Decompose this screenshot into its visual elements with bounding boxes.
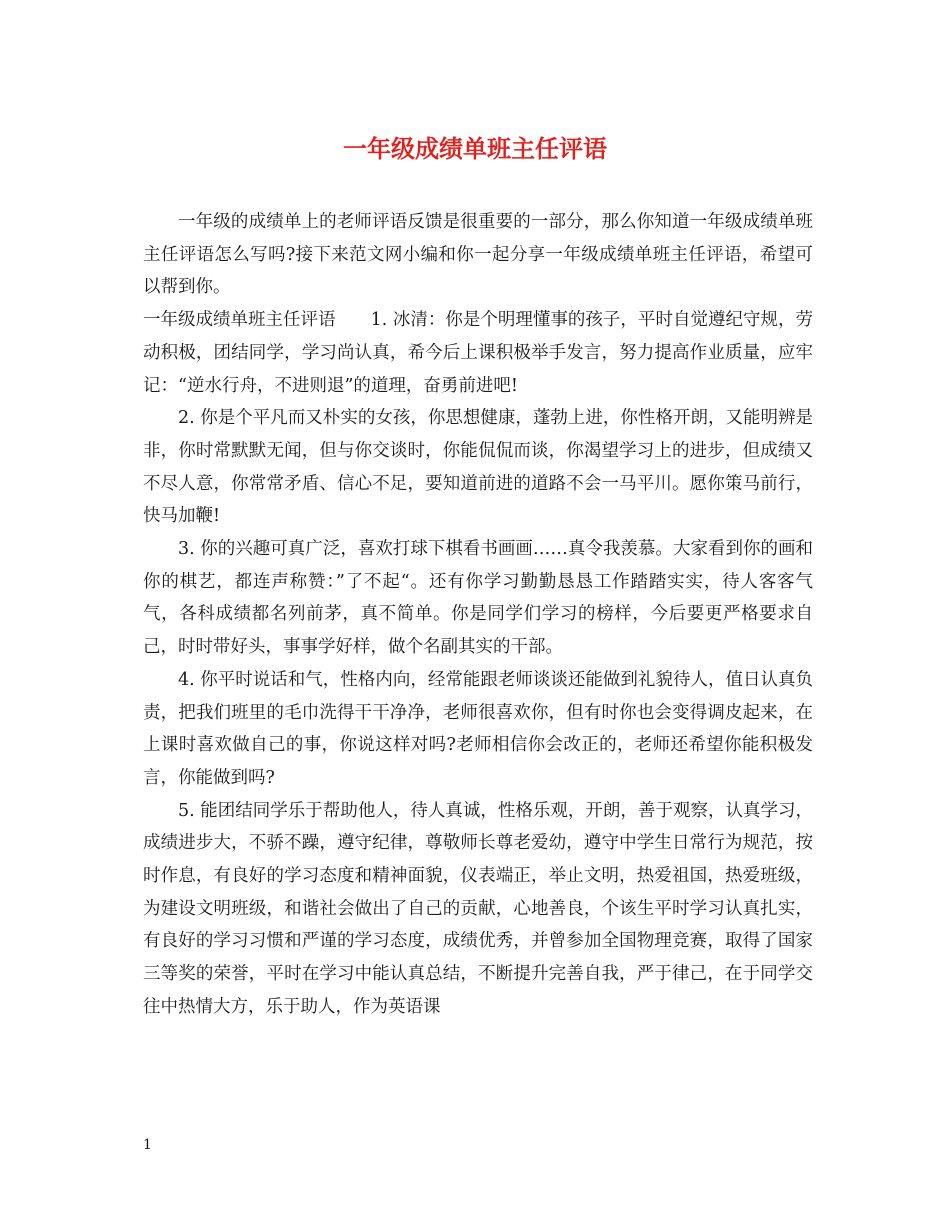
paragraph-comment-1: 一年级成绩单班主任评语 1. 冰清：你是个明理懂事的孩子，平时自觉遵纪守规，劳动积极，团结同学，学习尚认真，希今后上课积极举手发言，努力提高作业质量，应牢记：“逆水行舟，不进则退”的道理，奋勇前进吧! (143, 310, 813, 396)
document-body (143, 206, 813, 1024)
paragraph-comment-2: 2. 你是个平凡而又朴实的女孩，你思想健康，蓬勃上进，你性格开朗，又能明辨是非，你时常默默无闻，但与你交谈时，你能侃侃而谈，你渴望学习上的进步，但成绩又不尽人意，你常常矛盾、信心不足，要知道前进的道路不会一马平川。愿你策马前行，快马加鞭! (143, 408, 813, 527)
paragraph-comment-4: 4. 你平时说话和气，性格内向，经常能跟老师谈谈还能做到礼貌待人，值日认真负责，把我们班里的毛巾洗得干干净净，老师很喜欢你，但有时你也会变得调皮起来，在上课时喜欢做自己的事，你说这样对吗?老师相信你会改正的，老师还希望你能积极发言，你能做到吗? (143, 669, 813, 788)
page-number: 1 (143, 1137, 152, 1153)
document-title: 一年级成绩单班主任评语 (343, 135, 607, 163)
paragraph-comment-3: 3. 你的兴趣可真广泛，喜欢打球下棋看书画画……真令我羡慕。大家看到你的画和你的棋艺，都连声称赞：”了不起“。还有你学习勤勤恳恳工作踏踏实实，待人客客气气，各科成绩都名列前茅，真不简单。你是同学们学习的榜样，今后要更严格要求自己，时时带好头，事事学好样，做个名副其实的干部。 (143, 539, 813, 658)
paragraph-comment-5: 5. 能团结同学乐于帮助他人，待人真诚，性格乐观，开朗，善于观察，认真学习，成绩进步大，不骄不躁，遵守纪律，尊敬师长尊老爱幼，遵守中学生日常行为规范，按时作息，有良好的学习态度和精神面貌，仪表端正，举止文明，热爱祖国，热爱班级，为建设文明班级，和谐社会做出了自己的贡献，心地善良，个该生平时学习认真扎实，有良好的学习习惯和严谨的学习态度，成绩优秀，并曾参加全国物理竞赛，取得了国家三等奖的荣誉，平时在学习中能认真总结，不断提升完善自我，严于律己，在于同学交往中热情大方，乐于助人，作为英语课 (143, 800, 813, 1017)
paragraph-intro: 一年级的成绩单上的老师评语反馈是很重要的一部分，那么你知道一年级成绩单班主任评语怎么写吗?接下来范文网小编和你一起分享一年级成绩单班主任评语，希望可以帮到你。 (143, 212, 813, 298)
